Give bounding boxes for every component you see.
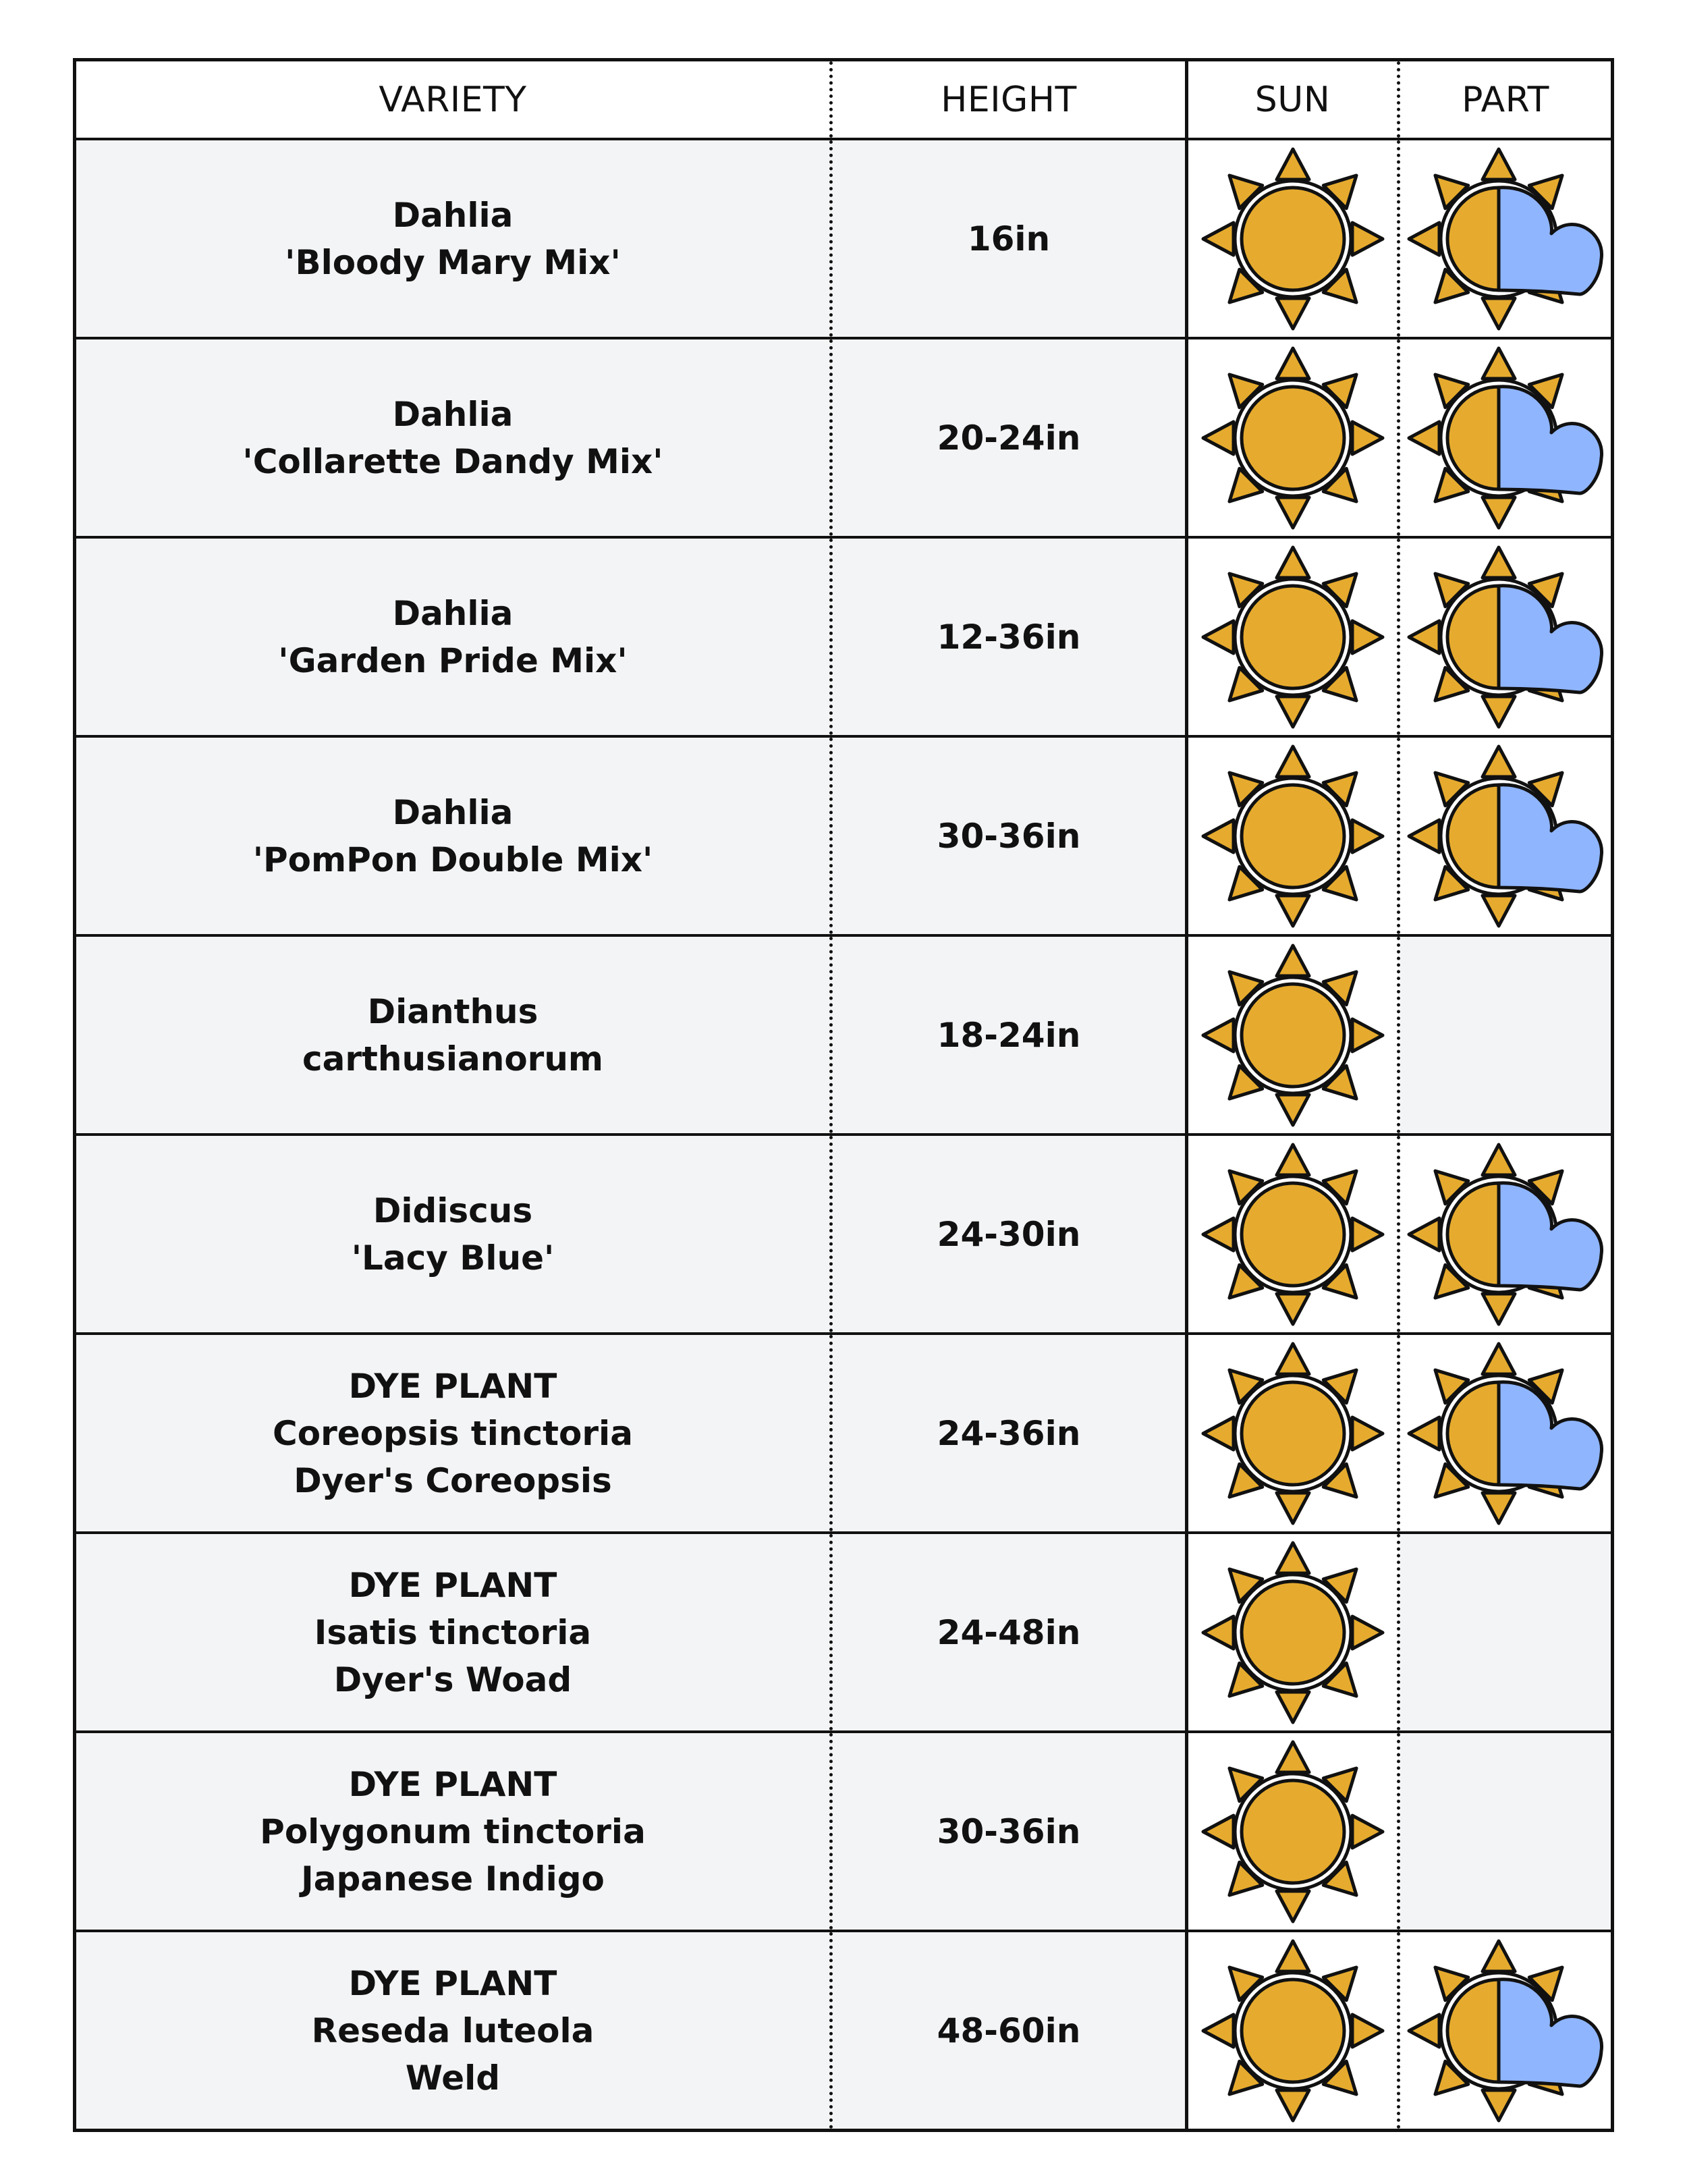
height-header: HEIGHT <box>833 61 1188 138</box>
height-value: 18-24in <box>937 1015 1081 1055</box>
sun-cell <box>1188 738 1400 934</box>
part-cell <box>1400 1932 1611 2129</box>
table-body <box>76 138 1611 2129</box>
variety-line: Dahlia <box>392 792 514 832</box>
sun-cell <box>1188 1733 1400 1930</box>
part-cell <box>1400 1335 1611 1531</box>
height-cell <box>833 339 1188 536</box>
part-cell <box>1400 1136 1611 1332</box>
variety-line: Didiscus <box>372 1191 533 1230</box>
variety-cell <box>76 937 833 1133</box>
plant-table <box>73 58 1614 2132</box>
variety-line: DYE PLANT <box>348 1963 557 2003</box>
variety-name <box>242 391 663 485</box>
part-cell <box>1400 539 1611 735</box>
table-row <box>76 1730 1611 1930</box>
sun-icon <box>1198 1936 1387 2125</box>
table-row <box>76 337 1611 536</box>
variety-line: Coreopsis tinctoria <box>273 1413 633 1453</box>
variety-line: DYE PLANT <box>348 1764 557 1804</box>
part-sun-icon <box>1404 742 1607 931</box>
variety-line: Dianthus <box>367 991 538 1031</box>
variety-cell <box>76 1335 833 1531</box>
height-cell <box>833 1534 1188 1730</box>
sun-cell <box>1188 937 1400 1133</box>
sun-icon <box>1198 1140 1387 1329</box>
variety-cell <box>76 1733 833 1930</box>
variety-cell <box>76 1136 833 1332</box>
sun-icon <box>1198 344 1387 533</box>
height-cell <box>833 738 1188 934</box>
height-cell <box>833 539 1188 735</box>
sun-cell <box>1188 1932 1400 2129</box>
variety-name <box>273 1363 633 1504</box>
variety-line: Dahlia <box>392 195 514 235</box>
variety-name <box>312 1960 594 2102</box>
sun-icon <box>1198 1737 1387 1926</box>
variety-cell <box>76 1534 833 1730</box>
height-value: 30-36in <box>937 816 1081 856</box>
variety-name <box>285 192 621 286</box>
height-cell <box>833 1932 1188 2129</box>
variety-line: Dahlia <box>392 593 514 633</box>
height-value: 30-36in <box>937 1811 1081 1851</box>
variety-name <box>253 789 653 883</box>
height-cell <box>833 1136 1188 1332</box>
part-sun-icon <box>1404 1140 1607 1329</box>
height-cell <box>833 1335 1188 1531</box>
table-row <box>76 1133 1611 1332</box>
sun-cell <box>1188 1335 1400 1531</box>
variety-cell <box>76 738 833 934</box>
height-value: 16in <box>967 219 1051 258</box>
sun-icon <box>1198 1538 1387 1727</box>
height-value: 24-48in <box>937 1612 1081 1652</box>
height-value: 12-36in <box>937 617 1081 657</box>
part-cell <box>1400 738 1611 934</box>
variety-line: Dyer's Coreopsis <box>294 1460 612 1500</box>
variety-line: DYE PLANT <box>348 1565 557 1605</box>
variety-cell <box>76 140 833 337</box>
part-sun-icon <box>1404 144 1607 333</box>
part-cell <box>1400 1534 1611 1730</box>
variety-cell <box>76 339 833 536</box>
part-cell <box>1400 1733 1611 1930</box>
table-row <box>76 934 1611 1133</box>
variety-line: 'Bloody Mary Mix' <box>285 242 621 282</box>
variety-name <box>302 988 603 1083</box>
header-row <box>76 61 1611 138</box>
variety-line: Weld <box>405 2058 501 2098</box>
table-row <box>76 138 1611 337</box>
table-row <box>76 1930 1611 2129</box>
variety-line: Reseda luteola <box>311 2011 594 2050</box>
variety-line: Dahlia <box>392 394 514 434</box>
part-sun-icon <box>1404 344 1607 533</box>
variety-name <box>314 1562 591 1703</box>
table-row <box>76 1332 1611 1531</box>
sun-icon <box>1198 1339 1387 1528</box>
table-row <box>76 1531 1611 1730</box>
part-sun-icon <box>1404 1936 1607 2125</box>
variety-line: 'Collarette Dandy Mix' <box>242 441 663 481</box>
height-value: 24-36in <box>937 1413 1081 1453</box>
sun-icon <box>1198 742 1387 931</box>
height-value: 24-30in <box>937 1214 1081 1254</box>
part-cell <box>1400 140 1611 337</box>
variety-line: 'PomPon Double Mix' <box>252 840 653 879</box>
variety-header: VARIETY <box>76 61 833 138</box>
variety-line: Dyer's Woad <box>333 1660 572 1699</box>
height-cell <box>833 1733 1188 1930</box>
part-cell <box>1400 937 1611 1133</box>
variety-line: Polygonum tinctoria <box>260 1811 646 1851</box>
sun-cell <box>1188 339 1400 536</box>
sun-cell <box>1188 140 1400 337</box>
part-sun-icon <box>1404 543 1607 732</box>
sun-header: SUN <box>1188 61 1400 138</box>
variety-line: Japanese Indigo <box>301 1859 605 1899</box>
height-value: 20-24in <box>937 418 1081 458</box>
variety-line: carthusianorum <box>302 1039 604 1079</box>
height-cell <box>833 937 1188 1133</box>
sun-cell <box>1188 539 1400 735</box>
height-value: 48-60in <box>937 2011 1081 2050</box>
variety-line: 'Garden Pride Mix' <box>278 640 628 680</box>
variety-line: DYE PLANT <box>348 1366 557 1406</box>
table-row <box>76 735 1611 934</box>
sun-icon <box>1198 543 1387 732</box>
sun-cell <box>1188 1534 1400 1730</box>
variety-line: 'Lacy Blue' <box>351 1238 555 1278</box>
variety-cell <box>76 539 833 735</box>
variety-name <box>352 1187 555 1282</box>
sun-icon <box>1198 144 1387 333</box>
sun-cell <box>1188 1136 1400 1332</box>
part-header: PART <box>1462 79 1549 120</box>
height-cell <box>833 140 1188 337</box>
variety-cell <box>76 1932 833 2129</box>
part-cell <box>1400 339 1611 536</box>
variety-name <box>278 590 627 684</box>
variety-name <box>260 1761 646 1903</box>
variety-line: Isatis tinctoria <box>314 1612 592 1652</box>
part-sun-icon <box>1404 1339 1607 1528</box>
table-row <box>76 536 1611 735</box>
sun-icon <box>1198 941 1387 1130</box>
